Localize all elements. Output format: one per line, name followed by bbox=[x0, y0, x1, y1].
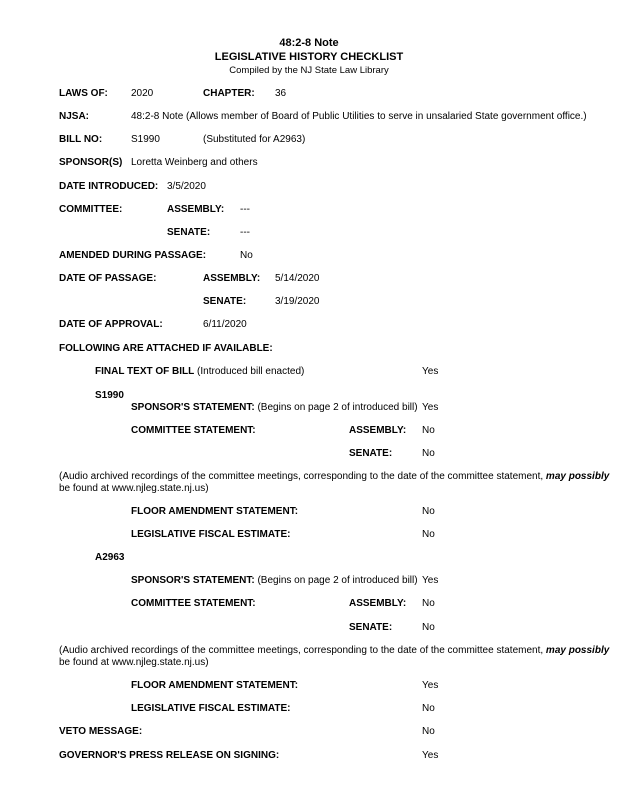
s1990-sponsor-stmt-row bbox=[131, 402, 418, 414]
s1990-audio-note-text: (Audio archived recordings of the committee meetings, corresponding to the date of the committee statement, bbox=[59, 471, 546, 482]
committee-senate-label: SENATE: bbox=[167, 227, 211, 238]
s1990-audio-note-link: be found at www.njleg.state.nj.us) bbox=[59, 483, 209, 494]
a2963-committee-senate-value: No bbox=[422, 622, 435, 633]
a2963-committee-senate-label: SENATE: bbox=[349, 622, 393, 633]
s1990-committee-stmt-label: COMMITTEE STATEMENT: bbox=[131, 425, 256, 436]
s1990-floor-value: No bbox=[422, 506, 435, 517]
njsa-value: 48:2-8 Note (Allows member of Board of Public Utilities to serve in unsalaried State government office.) bbox=[131, 111, 587, 122]
approval-value: 6/11/2020 bbox=[203, 319, 247, 330]
passage-assembly-value: 5/14/2020 bbox=[275, 273, 320, 284]
s1990-sponsor-stmt-value: Yes bbox=[422, 402, 439, 413]
a2963-audio-note-emphasis: may possibly bbox=[545, 645, 610, 656]
s1990-fiscal-label: LEGISLATIVE FISCAL ESTIMATE: bbox=[131, 529, 291, 540]
passage-label: DATE OF PASSAGE: bbox=[59, 273, 157, 284]
a2963-sponsor-stmt-note: (Begins on page 2 of introduced bill) bbox=[257, 575, 418, 586]
date-introduced-value: 3/5/2020 bbox=[167, 181, 206, 192]
final-text-value: Yes bbox=[422, 366, 439, 377]
committee-label: COMMITTEE: bbox=[59, 204, 123, 215]
bill-s1990-heading: S1990 bbox=[95, 390, 124, 401]
bill-no-value: S1990 bbox=[131, 134, 160, 145]
press-release-label: GOVERNOR'S PRESS RELEASE ON SIGNING: bbox=[59, 750, 280, 761]
final-text-label: FINAL TEXT OF BILL bbox=[95, 366, 195, 377]
s1990-sponsor-stmt-note: (Begins on page 2 of introduced bill) bbox=[257, 402, 418, 413]
s1990-audio-note-emphasis: may possibly bbox=[545, 471, 610, 482]
bill-a2963-heading: A2963 bbox=[95, 552, 125, 563]
s1990-floor-label: FLOOR AMENDMENT STATEMENT: bbox=[131, 506, 299, 517]
s1990-committee-assembly-value: No bbox=[422, 425, 435, 436]
chapter-value: 36 bbox=[275, 88, 287, 99]
passage-senate-label: SENATE: bbox=[203, 296, 247, 307]
final-text-row bbox=[95, 366, 304, 378]
document-title: 48:2-8 Note bbox=[279, 37, 339, 49]
amended-value: No bbox=[240, 250, 253, 261]
committee-assembly-value: --- bbox=[240, 204, 250, 215]
approval-label: DATE OF APPROVAL: bbox=[59, 319, 163, 330]
a2963-audio-note-text: (Audio archived recordings of the committee meetings, corresponding to the date of the committee statement, bbox=[59, 645, 546, 656]
s1990-audio-note bbox=[59, 471, 618, 495]
document-subtitle: LEGISLATIVE HISTORY CHECKLIST bbox=[214, 51, 404, 63]
a2963-committee-stmt-label: COMMITTEE STATEMENT: bbox=[131, 598, 256, 609]
committee-assembly-label: ASSEMBLY: bbox=[167, 204, 225, 215]
a2963-committee-assembly-value: No bbox=[422, 598, 435, 609]
date-introduced-label: DATE INTRODUCED: bbox=[59, 181, 159, 192]
passage-assembly-label: ASSEMBLY: bbox=[203, 273, 261, 284]
committee-senate-value: --- bbox=[240, 227, 250, 238]
a2963-fiscal-value: No bbox=[422, 703, 435, 714]
a2963-fiscal-label: LEGISLATIVE FISCAL ESTIMATE: bbox=[131, 703, 291, 714]
a2963-audio-note-link: be found at www.njleg.state.nj.us) bbox=[59, 657, 209, 668]
a2963-floor-label: FLOOR AMENDMENT STATEMENT: bbox=[131, 680, 299, 691]
final-text-note: (Introduced bill enacted) bbox=[197, 366, 305, 377]
chapter-label: CHAPTER: bbox=[203, 88, 255, 99]
laws-of-label: LAWS OF: bbox=[59, 88, 108, 99]
a2963-sponsor-stmt-label: SPONSOR'S STATEMENT: bbox=[131, 575, 255, 586]
sponsor-value: Loretta Weinberg and others bbox=[131, 157, 258, 168]
compiled-by: Compiled by the NJ State Law Library bbox=[229, 65, 389, 76]
a2963-committee-assembly-label: ASSEMBLY: bbox=[349, 598, 407, 609]
sponsor-label: SPONSOR(S) bbox=[59, 157, 123, 168]
veto-label: VETO MESSAGE: bbox=[59, 726, 143, 737]
bill-no-note: (Substituted for A2963) bbox=[203, 134, 306, 145]
attached-heading: FOLLOWING ARE ATTACHED IF AVAILABLE: bbox=[59, 343, 273, 354]
press-release-value: Yes bbox=[422, 750, 439, 761]
amended-label: AMENDED DURING PASSAGE: bbox=[59, 250, 207, 261]
a2963-audio-note bbox=[59, 645, 618, 669]
veto-value: No bbox=[422, 726, 435, 737]
a2963-sponsor-stmt-row bbox=[131, 575, 418, 587]
njsa-label: NJSA: bbox=[59, 111, 90, 122]
bill-no-label: BILL NO: bbox=[59, 134, 103, 145]
laws-of-value: 2020 bbox=[131, 88, 154, 99]
s1990-sponsor-stmt-label: SPONSOR'S STATEMENT: bbox=[131, 402, 255, 413]
a2963-floor-value: Yes bbox=[422, 680, 439, 691]
s1990-fiscal-value: No bbox=[422, 529, 435, 540]
s1990-committee-senate-label: SENATE: bbox=[349, 448, 393, 459]
passage-senate-value: 3/19/2020 bbox=[275, 296, 320, 307]
a2963-sponsor-stmt-value: Yes bbox=[422, 575, 439, 586]
s1990-committee-assembly-label: ASSEMBLY: bbox=[349, 425, 407, 436]
s1990-committee-senate-value: No bbox=[422, 448, 435, 459]
